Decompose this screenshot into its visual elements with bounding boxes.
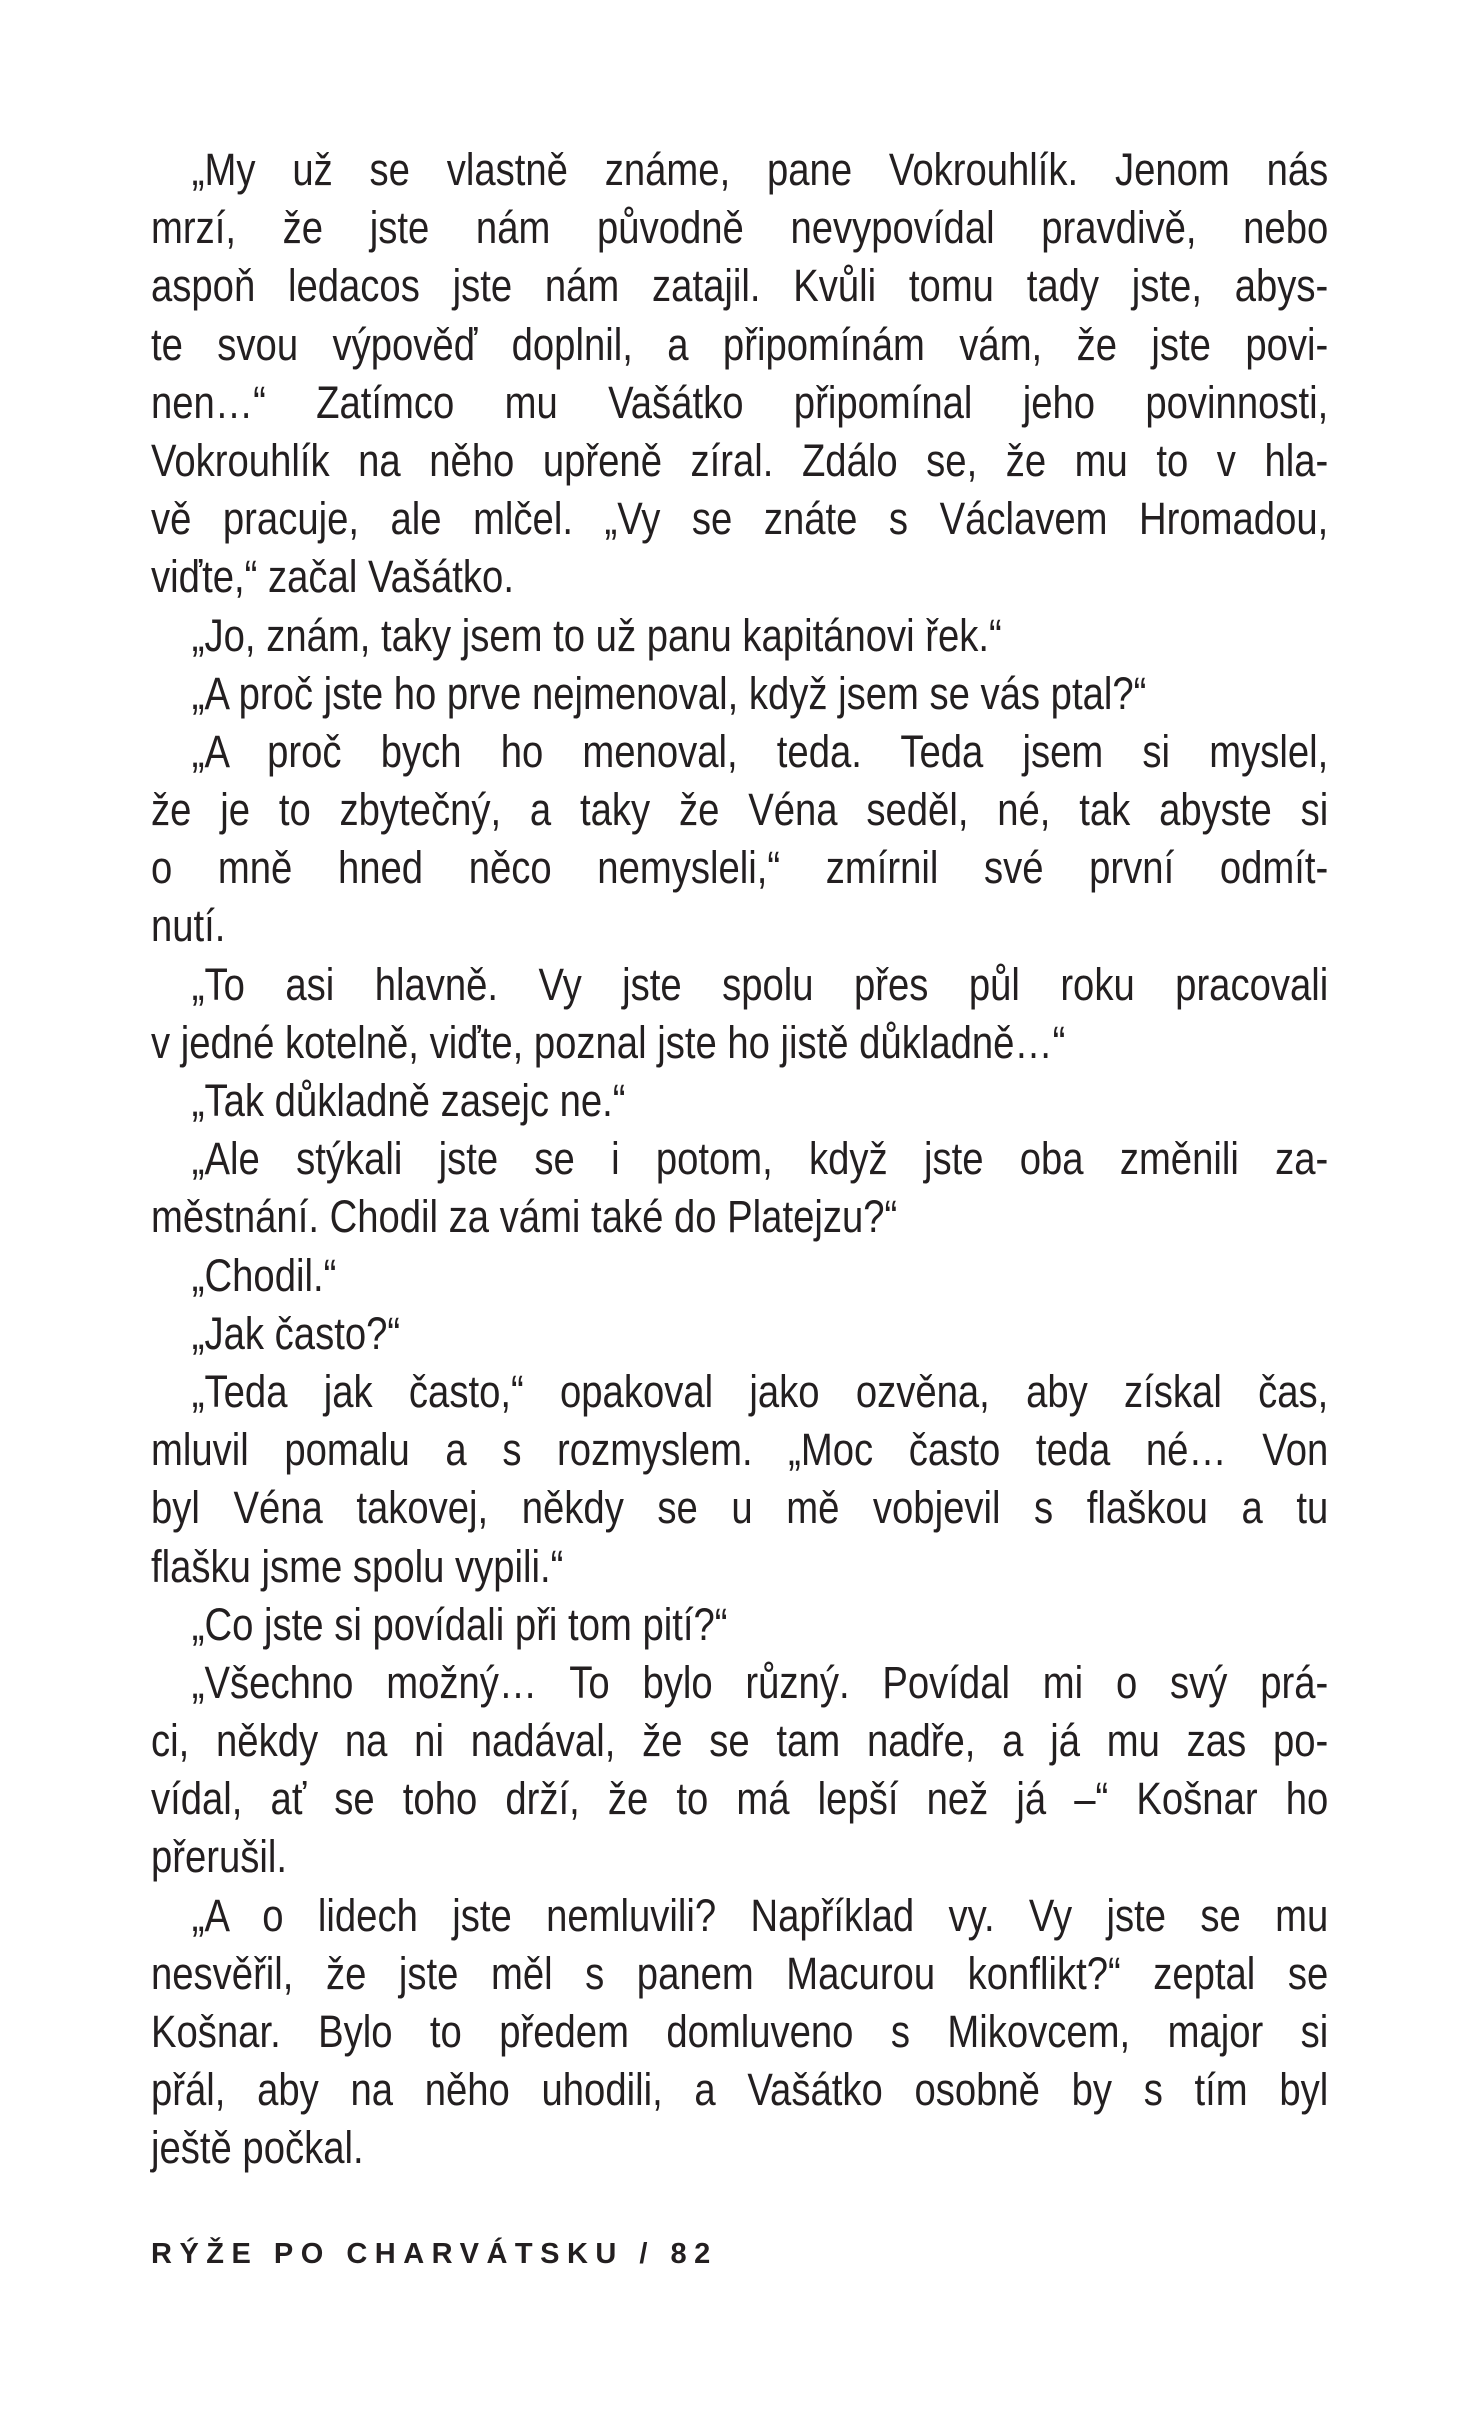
text-line: že je to zbytečný, a taky že Véna seděl, né, tak abyste si <box>151 784 1329 836</box>
text-line: „Všechno možný… To bylo různý. Povídal mi o svý prá- <box>191 1656 1329 1708</box>
text-line: vě pracuje, ale mlčel. „Vy se znáte s Václavem Hromadou, <box>151 493 1329 545</box>
text-line: „Jo, znám, taky jsem to už panu kapitánovi řek.“ <box>191 609 1002 661</box>
text-line: „Chodil.“ <box>191 1249 337 1301</box>
text-line: flašku jsme spolu vypili.“ <box>151 1540 564 1592</box>
text-line: „To asi hlavně. Vy jste spolu přes půl roku pracovali <box>191 958 1329 1010</box>
page-footer <box>151 2238 718 2271</box>
text-line: ještě počkal. <box>151 2122 364 2174</box>
text-line: te svou výpověď doplnil, a připomínám vám, že jste povi- <box>151 318 1329 370</box>
text-line: „Teda jak často,“ opakoval jako ozvěna, aby získal čas, <box>191 1365 1329 1417</box>
text-line: viďte,“ začal Vašátko. <box>151 551 514 603</box>
text-line: nen…“ Zatímco mu Vašátko připomínal jeho povinnosti, <box>151 376 1329 428</box>
text-line: „A o lidech jste nemluvili? Například vy. Vy jste se mu <box>191 1889 1329 1941</box>
text-line: nesvěřil, že jste měl s panem Macurou konflikt?“ zeptal se <box>151 1947 1329 1999</box>
text-line: Vokrouhlík na něho upřeně zíral. Zdálo se, že mu to v hla- <box>151 434 1329 486</box>
text-line: „A proč bych ho menoval, teda. Teda jsem si myslel, <box>191 725 1329 777</box>
text-line: Košnar. Bylo to předem domluveno s Mikovcem, major si <box>151 2006 1329 2057</box>
text-line: aspoň ledacos jste nám zatajil. Kvůli tomu tady jste, abys- <box>151 260 1329 312</box>
text-line: vídal, ať se toho drží, že to má lepší než já –“ Košnar ho <box>151 1773 1329 1825</box>
text-line: „Jak často?“ <box>191 1307 401 1359</box>
text-line: mrzí, že jste nám původně nevypovídal pravdivě, nebo <box>151 202 1329 254</box>
text-line: „Ale stýkali jste se i potom, když jste oba změnili za- <box>191 1133 1329 1185</box>
footer-separator: / <box>639 2238 655 2270</box>
body-text <box>151 141 1328 2178</box>
text-line: přál, aby na něho uhodili, a Vašátko osobně by s tím byl <box>151 2064 1329 2116</box>
text-line: přerušil. <box>151 1831 288 1883</box>
text-line: v jedné kotelně, viďte, poznal jste ho jistě důkladně…“ <box>151 1016 1066 1068</box>
text-line: „A proč jste ho prve nejmenoval, když jsem se vás ptal?“ <box>191 667 1147 719</box>
text-line: mluvil pomalu a s rozmyslem. „Moc často teda né… Von <box>151 1424 1329 1476</box>
page-number: 82 <box>670 2238 718 2270</box>
text-line: ci, někdy na ni nadával, že se tam nadře, a já mu zas po- <box>151 1715 1329 1767</box>
text-line: „Tak důkladně zasejc ne.“ <box>191 1075 626 1126</box>
running-title: RÝŽE PO CHARVÁTSKU <box>151 2238 624 2270</box>
text-line: městnání. Chodil za vámi také do Platejzu?“ <box>151 1191 898 1243</box>
text-line: byl Véna takovej, někdy se u mě vobjevil s flaškou a tu <box>151 1482 1329 1534</box>
text-line: „Co jste si povídali při tom pití?“ <box>191 1598 728 1650</box>
text-line: nutí. <box>151 900 226 952</box>
text-line: o mně hned něco nemysleli,“ zmírnil své první odmít- <box>151 842 1329 894</box>
text-line: „My už se vlastně známe, pane Vokrouhlík. Jenom nás <box>191 144 1329 195</box>
